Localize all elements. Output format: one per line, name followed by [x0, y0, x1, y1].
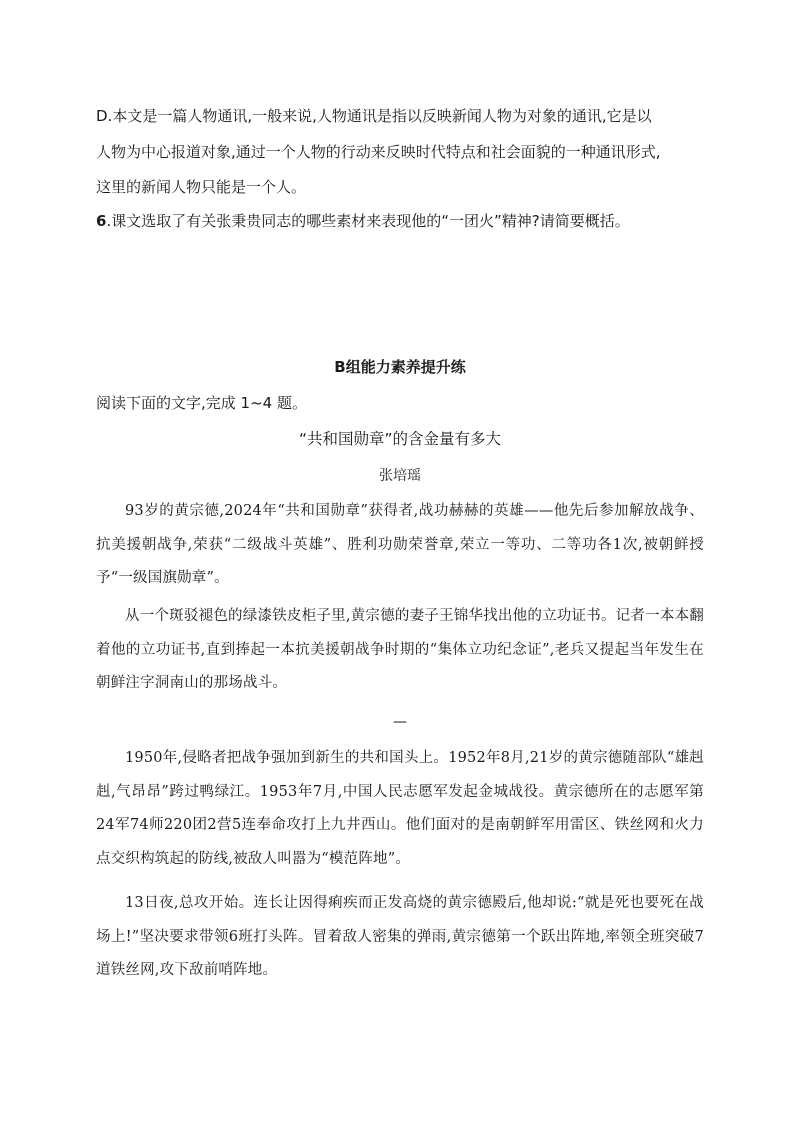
article-author: 张培瑶: [379, 468, 421, 484]
option-d-line-2: 人物为中心报道对象,通过一个人物的行动来反映时代特点和社会面貌的一种通讯形式,: [96, 143, 661, 161]
reading-instruction: 阅读下面的文字,完成 1~4 题。: [96, 394, 307, 412]
option-d-line-1: D.本文是一篇人物通讯,一般来说,人物通讯是指以反映新闻人物为对象的通讯,它是以: [96, 107, 652, 125]
question-6-number: 6: [96, 212, 107, 230]
article-paragraph-1: 93岁的黄宗德,2024年“共和国勋章”获得者,战功赫赫的英雄——他先后参加解放战争、抗美援朝战争,荣获“二级战斗英雄”、胜利功勋荣誉章,荣立一等功、二等功各1次,被朝鲜授予“一级国旗勋章”。: [96, 503, 704, 586]
article-title: “共和国勋章”的含金量有多大: [298, 430, 502, 448]
question-6: [96, 208, 704, 234]
article-paragraph-3: 1950年,侵略者把战争强加到新生的共和国头上。1952年8月,21岁的黄宗德随部队“雄赳赳,气昂昂”跨过鸭绿江。1953年7月,中国人民志愿军发起金城战役。黄宗德所在的志愿军第24军74师220团2营5连奉命攻打上九井西山。他们面对的是南朝鲜军用雷区、铁丝网和火力点交织构筑起的防线,被敌人叫嚣为“模范阵地”。: [96, 750, 704, 867]
question-6-text: .课文选取了有关张秉贵同志的哪些素材来表现他的“一团火”精神?请简要概括。: [106, 212, 630, 230]
article-paragraph-4: 13日夜,总攻开始。连长让因得痢疾而正发高烧的黄宗德殿后,他却说:“就是死也要死在战场上!”坚决要求带领6班打头阵。冒着敌人密集的弹雨,黄宗德第一个跃出阵地,率领全班突破7道铁丝网,攻下敌前哨阵地。: [96, 895, 704, 978]
section-number-mark: —: [393, 714, 407, 730]
section-b-heading: B组能力素养提升练: [334, 358, 466, 376]
article-paragraph-2: 从一个斑驳褪色的绿漆铁皮柜子里,黄宗德的妻子王锦华找出他的立功证书。记者一本本翻着他的立功证书,直到捧起一本抗美援朝战争时期的“集体立功纪念证”,老兵又提起当年发生在朝鲜注字洞南山的那场战斗。: [96, 608, 704, 691]
option-d-line-3: 这里的新闻人物只能是一个人。: [96, 178, 307, 196]
